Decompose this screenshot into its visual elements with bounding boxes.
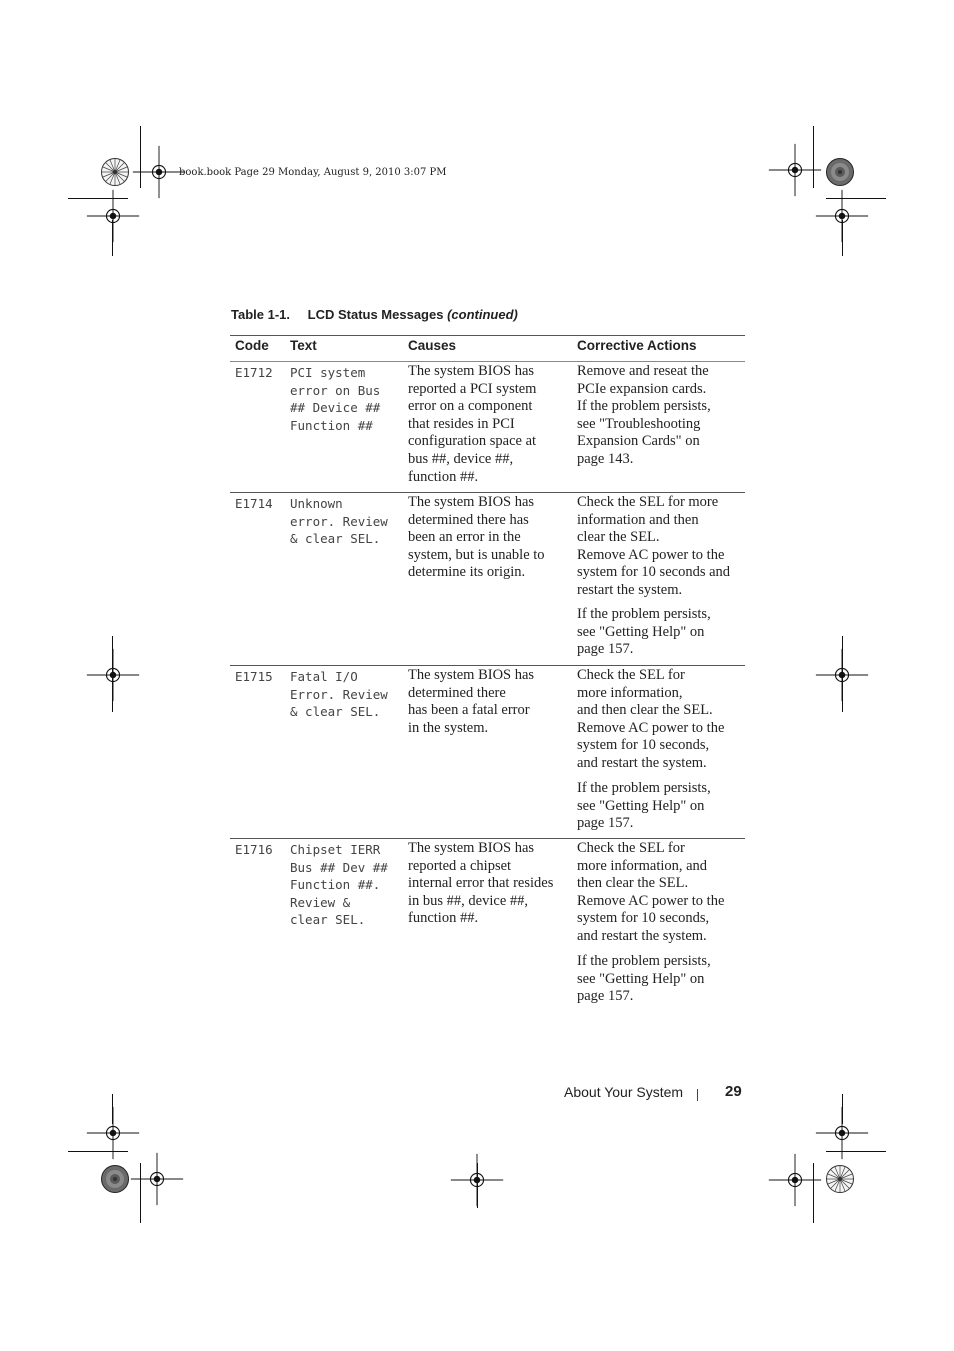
table-cell-actions-note: If the problem persists, see "Getting Help" on page 157. bbox=[577, 606, 711, 658]
trim-line bbox=[477, 1163, 478, 1208]
table-cell-causes: The system BIOS has determined there has been a fatal error in the system. bbox=[408, 667, 535, 736]
trim-line bbox=[112, 636, 113, 712]
table-cell-code: E1715 bbox=[235, 669, 273, 684]
trim-line bbox=[842, 1094, 843, 1124]
table-caption bbox=[231, 307, 518, 322]
trim-line bbox=[112, 1094, 113, 1124]
trim-line bbox=[842, 636, 843, 712]
trim-line bbox=[68, 1151, 128, 1152]
table-cell-actions: Check the SEL for more information, and then clear the SEL. Remove AC power to the system for 10 seconds, and restart the system. bbox=[577, 667, 725, 771]
table-continued: (continued) bbox=[447, 307, 518, 322]
table-cell-text: Fatal I/O Error. Review & clear SEL. bbox=[290, 669, 388, 720]
header-actions: Corrective Actions bbox=[577, 338, 697, 353]
trim-line bbox=[842, 220, 843, 256]
footer-section-title: About Your System bbox=[564, 1084, 684, 1100]
row-divider bbox=[230, 838, 745, 839]
table-cell-code: E1712 bbox=[235, 365, 273, 380]
trim-line bbox=[826, 198, 886, 199]
table-cell-actions: Check the SEL for more information and then clear the SEL. Remove AC power to the system for 10 seconds and restart the system. bbox=[577, 494, 731, 598]
table-top-rule bbox=[230, 335, 745, 336]
table-cell-code: E1716 bbox=[235, 842, 273, 857]
header-rule bbox=[230, 361, 745, 362]
table-cell-actions-note: If the problem persists, see "Getting Help" on page 157. bbox=[577, 780, 711, 832]
table-cell-code: E1714 bbox=[235, 496, 273, 511]
table-cell-text: PCI system error on Bus ## Device ## Function ## bbox=[290, 365, 381, 433]
page-number: 29 bbox=[725, 1083, 742, 1100]
print-slug: book.book Page 29 Monday, August 9, 2010 3:07 PM bbox=[179, 167, 447, 178]
trim-line bbox=[813, 126, 814, 188]
table-cell-actions: Remove and reseat the PCIe expansion cards. If the problem persists, see "Troubleshooting Expansion Cards" on page 143. bbox=[577, 363, 711, 467]
trim-line bbox=[813, 1163, 814, 1223]
table-cell-causes: The system BIOS has determined there has been an error in the system, but is unable to determine its origin. bbox=[408, 494, 545, 581]
table-cell-causes: The system BIOS has reported a chipset internal error that resides in bus ##, device ##, function ##. bbox=[408, 840, 554, 927]
table-title: LCD Status Messages bbox=[307, 307, 444, 322]
row-divider bbox=[230, 492, 745, 493]
table-cell-causes: The system BIOS has reported a PCI system error on a component that resides in PCI configuration space at bus ##, device ##, function ##. bbox=[408, 363, 537, 485]
header-causes: Causes bbox=[408, 338, 457, 353]
trim-line bbox=[112, 220, 113, 256]
trim-line bbox=[68, 198, 128, 199]
trim-line bbox=[140, 126, 141, 188]
table-cell-actions: Check the SEL for more information, and then clear the SEL. Remove AC power to the system for 10 seconds, and restart the system. bbox=[577, 840, 725, 944]
table-cell-actions-note: If the problem persists, see "Getting Help" on page 157. bbox=[577, 953, 711, 1005]
header-code: Code bbox=[235, 338, 269, 353]
table-cell-text: Chipset IERR Bus ## Dev ## Function ##. Review & clear SEL. bbox=[290, 842, 388, 928]
table-cell-text: Unknown error. Review & clear SEL. bbox=[290, 496, 388, 547]
header-text: Text bbox=[290, 338, 317, 353]
trim-line bbox=[826, 1151, 886, 1152]
table-number: Table 1-1. bbox=[231, 307, 291, 322]
row-divider bbox=[230, 665, 745, 666]
footer-separator bbox=[697, 1089, 698, 1101]
trim-line bbox=[140, 1163, 141, 1223]
